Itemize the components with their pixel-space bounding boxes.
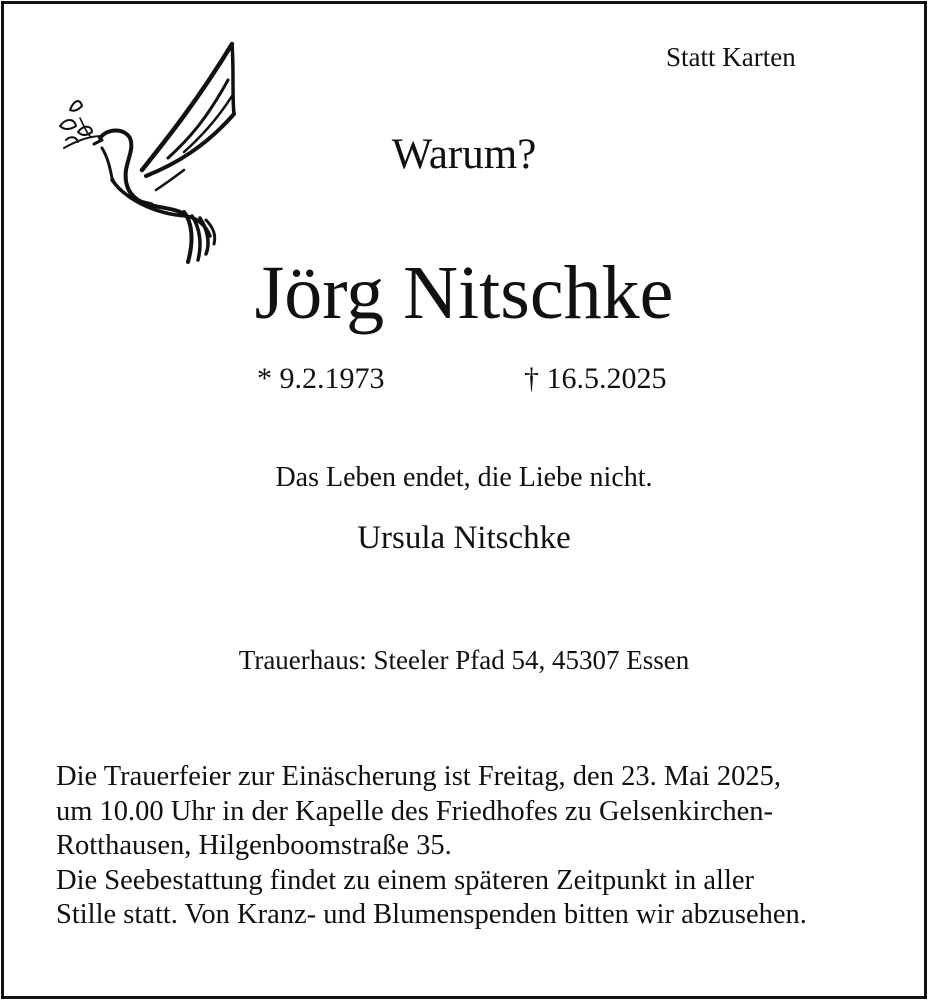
deceased-name: Jörg Nitschke <box>254 251 674 335</box>
notice-line: Stille statt. Von Kranz- und Blumenspenden bitten wir abzusehen. <box>56 899 807 930</box>
mourning-house-address: Trauerhaus: Steeler Pfad 54, 45307 Essen <box>238 645 690 675</box>
birth-date: * 9.2.1973 <box>257 362 385 395</box>
statt-karten-label: Statt Karten <box>666 42 796 72</box>
notice-line: Die Trauerfeier zur Einäscherung ist Freitag, den 23. Mai 2025, <box>56 761 781 792</box>
notice-line: um 10.00 Uhr in der Kapelle des Friedhofes zu Gelsenkirchen- <box>56 795 774 827</box>
death-date: † 16.5.2025 <box>524 362 667 395</box>
funeral-notice <box>56 760 876 933</box>
mourner-name: Ursula Nitschke <box>357 520 571 556</box>
notice-line: Die Seebestattung findet zu einem späteren Zeitpunkt in aller <box>56 864 755 896</box>
quote-text: Das Leben endet, die Liebe nicht. <box>275 462 653 493</box>
notice-line: Rotthausen, Hilgenboomstraße 35. <box>56 830 452 861</box>
motto-heading: Warum? <box>391 131 537 178</box>
